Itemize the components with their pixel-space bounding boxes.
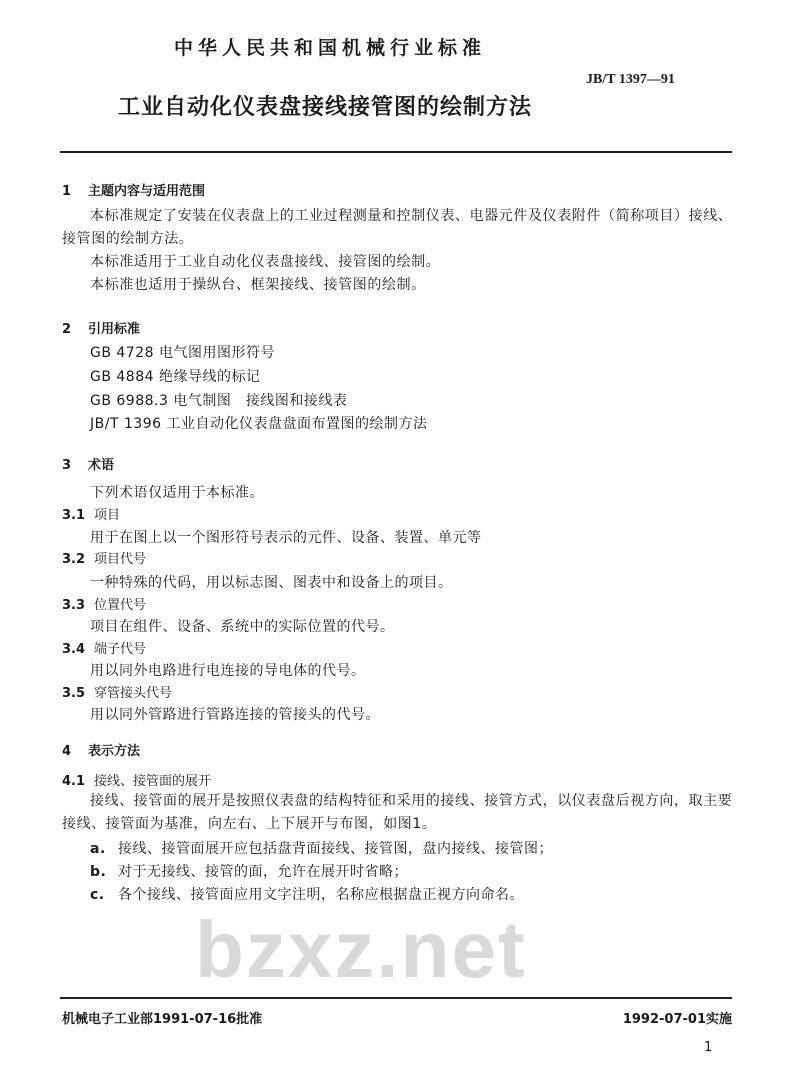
standard-org-heading: 中华人民共和国机械行业标准: [173, 37, 486, 59]
list-marker: a.: [90, 841, 106, 857]
term-heading: [62, 594, 146, 613]
term-heading: [62, 504, 120, 523]
header-rule: [60, 151, 732, 153]
section-number: 4: [62, 744, 72, 759]
term-definition: 用于在图上以一个图形符号表示的元件、设备、装置、单元等: [90, 530, 482, 546]
standard-code: JB/T 1397—91: [586, 72, 675, 87]
term-definition: 项目在组件、设备、系统中的实际位置的代号。: [90, 619, 395, 635]
subsection-title: 接线、接管面的展开: [94, 774, 212, 789]
section-title: 表示方法: [88, 744, 141, 759]
subsection-heading: [62, 770, 211, 789]
section-title: 引用标准: [88, 322, 141, 337]
section-number: 3: [62, 458, 72, 473]
list-text: 接线、接管面展开应包括盘背面接线、接管图，盘内接线、接管图；: [118, 841, 553, 857]
term-heading: [62, 682, 172, 701]
watermark: bzxz.net: [195, 905, 527, 994]
paragraph: 本标准也适用于操纵台、框架接线、接管图的绘制。: [90, 277, 426, 293]
reference-item: GB 4728 电气图用图形符号: [90, 345, 275, 361]
list-marker: b.: [90, 864, 107, 880]
term-definition: 一种特殊的代码，用以标志图、图表中和设备上的项目。: [90, 575, 453, 591]
list-marker: c.: [90, 887, 105, 903]
list-item: [90, 861, 408, 881]
term-name: 项目代号: [94, 552, 147, 567]
section-title: 主题内容与适用范围: [88, 184, 206, 199]
approval-note: 机械电子工业部1991-07-16批准: [62, 1012, 263, 1027]
reference-item: JB/T 1396 工业自动化仪表盘盘面布置图的绘制方法: [90, 416, 428, 432]
reference-item: GB 4884 绝缘导线的标记: [90, 369, 261, 385]
paragraph: 接线、接管面的展开是按照仪表盘的结构特征和采用的接线、接管方式，以仪表盘后视方向，取主要接线、接管面为基准，向左右、上下展开与布图，如图1。: [62, 793, 733, 832]
term-name: 端子代号: [94, 642, 147, 657]
footer-rule: [60, 997, 732, 999]
list-item: [90, 884, 524, 904]
document-title: 工业自动化仪表盘接线接管图的绘制方法: [118, 95, 533, 120]
section-title: 术语: [88, 458, 115, 473]
term-number: 3.2: [62, 552, 86, 567]
term-heading: [62, 638, 146, 657]
page-number: 1: [704, 1040, 713, 1055]
reference-item: GB 6988.3 电气制图 接线图和接线表: [90, 393, 348, 409]
list-text: 各个接线、接管面应用文字注明，名称应根据盘正视方向命名。: [118, 887, 524, 903]
list-item: [90, 838, 553, 858]
paragraph: 本标准规定了安装在仪表盘上的工业过程测量和控制仪表、电器元件及仪表附件（简称项目）接线、接管图的绘制方法。: [62, 208, 733, 247]
section-2-heading: [62, 318, 140, 337]
list-text: 对于无接线、接管的面，允许在展开时省略；: [118, 864, 408, 880]
term-name: 位置代号: [94, 598, 147, 613]
section-number: 2: [62, 322, 72, 337]
term-number: 3.1: [62, 508, 86, 523]
section-number: 1: [62, 184, 72, 199]
effective-date: 1992-07-01实施: [622, 1012, 732, 1027]
term-heading: [62, 548, 146, 567]
term-definition: 用以同外电路进行电连接的导电体的代号。: [90, 663, 366, 679]
term-number: 3.3: [62, 598, 86, 613]
section-1-heading: [62, 180, 205, 199]
term-definition: 用以同外管路进行管路连接的管接头的代号。: [90, 707, 380, 723]
term-name: 穿管接头代号: [94, 686, 173, 701]
section-3-heading: [62, 454, 114, 473]
section-4-heading: [62, 740, 140, 759]
paragraph: 下列术语仅适用于本标准。: [90, 485, 264, 501]
subsection-number: 4.1: [62, 774, 86, 789]
term-name: 项目: [94, 508, 121, 523]
paragraph: 本标准适用于工业自动化仪表盘接线、接管图的绘制。: [90, 254, 441, 270]
term-number: 3.5: [62, 686, 86, 701]
term-number: 3.4: [62, 642, 86, 657]
